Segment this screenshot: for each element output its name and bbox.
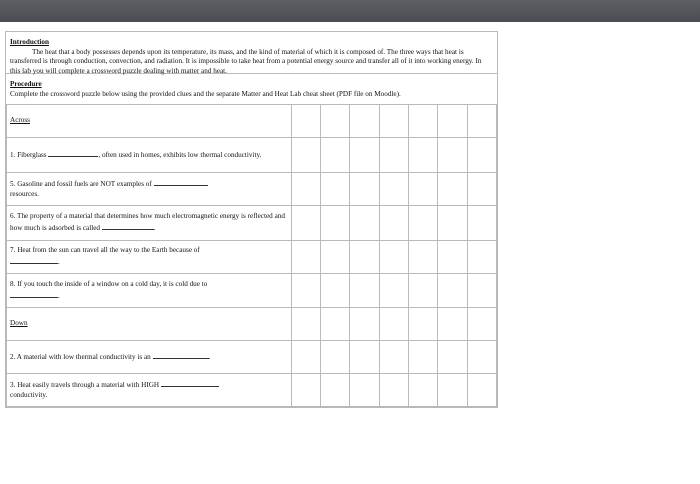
answer-blank	[154, 178, 208, 186]
table-row	[7, 374, 497, 407]
grid-cell[interactable]	[438, 241, 467, 274]
table-row	[7, 138, 497, 173]
grid-cell[interactable]	[350, 341, 379, 374]
answer-blank	[48, 149, 98, 157]
grid-cell[interactable]	[438, 341, 467, 374]
table-row	[7, 173, 497, 206]
grid-cell[interactable]	[350, 173, 379, 206]
grid-cell[interactable]	[438, 206, 467, 241]
grid-cell[interactable]	[467, 206, 496, 241]
grid-cell[interactable]	[467, 173, 496, 206]
introduction-text: The heat that a body possesses depends upon its temperature, its mass, and the kind of material of which it is composed of. The three ways that heat is transferred is through conduction, convection, and radiation. It is impossible to take heat from a potential energy source and transfer all of it into working energy. In this lab you will complete a crossword puzzle dealing with matter and heat.	[10, 47, 482, 75]
grid-cell[interactable]	[350, 274, 379, 308]
grid-cell[interactable]	[350, 241, 379, 274]
clue-across-6	[7, 206, 292, 241]
grid-cell[interactable]	[320, 274, 349, 308]
grid-cell[interactable]	[350, 308, 379, 341]
grid-cell[interactable]	[379, 308, 408, 341]
table-row	[7, 206, 497, 241]
grid-cell[interactable]	[408, 341, 437, 374]
grid-cell[interactable]	[320, 241, 349, 274]
grid-cell[interactable]	[438, 138, 467, 173]
grid-cell[interactable]	[467, 241, 496, 274]
table-row	[7, 308, 497, 341]
grid-cell[interactable]	[320, 105, 349, 138]
clue-text: 6. The property of a material that determines how much electromagnetic energy is reflected and how much is adsorbed is called	[10, 212, 285, 232]
grid-cell[interactable]	[379, 206, 408, 241]
grid-cell[interactable]	[379, 138, 408, 173]
clue-text: 1. Fiberglass	[10, 151, 47, 160]
clue-text: 8. If you touch the inside of a window on a cold day, it is cold due to	[10, 279, 208, 288]
introduction-heading: Introduction	[10, 38, 50, 46]
clue-down-2	[7, 341, 292, 374]
grid-cell[interactable]	[291, 138, 320, 173]
clue-text: 3. Heat easily travels through a material with HIGH	[10, 381, 160, 390]
grid-cell[interactable]	[350, 206, 379, 241]
clue-text: conductivity.	[10, 391, 48, 399]
grid-cell[interactable]	[291, 173, 320, 206]
down-heading: Down	[10, 319, 28, 328]
grid-cell[interactable]	[408, 241, 437, 274]
down-heading-cell	[7, 308, 292, 341]
procedure-heading: Procedure	[10, 80, 42, 88]
grid-cell[interactable]	[320, 374, 349, 407]
grid-cell[interactable]	[408, 105, 437, 138]
crossword-table	[6, 104, 497, 407]
table-row	[7, 341, 497, 374]
clue-across-1	[7, 138, 292, 173]
clue-text: , often used in homes, exhibits low thermal conductivity.	[98, 151, 262, 160]
grid-cell[interactable]	[291, 241, 320, 274]
clue-text: 5. Gasoline and fossil fuels are NOT examples of	[10, 180, 152, 189]
grid-cell[interactable]	[467, 374, 496, 407]
grid-cell[interactable]	[408, 274, 437, 308]
clue-text: .	[153, 224, 156, 232]
browser-top-bar	[0, 0, 700, 22]
grid-cell[interactable]	[408, 138, 437, 173]
clue-text: resources.	[10, 190, 39, 198]
clue-across-5	[7, 173, 292, 206]
grid-cell[interactable]	[320, 341, 349, 374]
grid-cell[interactable]	[379, 274, 408, 308]
grid-cell[interactable]	[379, 241, 408, 274]
grid-cell[interactable]	[291, 341, 320, 374]
grid-cell[interactable]	[438, 105, 467, 138]
table-row	[7, 274, 497, 308]
grid-cell[interactable]	[291, 374, 320, 407]
grid-cell[interactable]	[438, 308, 467, 341]
across-heading: Across	[10, 116, 30, 125]
grid-cell[interactable]	[467, 138, 496, 173]
across-heading-cell	[7, 105, 292, 138]
grid-cell[interactable]	[408, 173, 437, 206]
grid-cell[interactable]	[467, 308, 496, 341]
grid-cell[interactable]	[467, 105, 496, 138]
grid-cell[interactable]	[350, 374, 379, 407]
clue-text: .	[58, 291, 60, 300]
clue-text: 2. A material with low thermal conductivity is an	[10, 353, 151, 362]
grid-cell[interactable]	[320, 308, 349, 341]
grid-cell[interactable]	[350, 138, 379, 173]
grid-cell[interactable]	[320, 138, 349, 173]
grid-cell[interactable]	[438, 173, 467, 206]
table-row	[7, 105, 497, 138]
clue-text: .	[58, 258, 60, 266]
grid-cell[interactable]	[379, 173, 408, 206]
grid-cell[interactable]	[291, 308, 320, 341]
grid-cell[interactable]	[291, 105, 320, 138]
table-row	[7, 241, 497, 274]
grid-cell[interactable]	[408, 206, 437, 241]
grid-cell[interactable]	[467, 341, 496, 374]
grid-cell[interactable]	[320, 206, 349, 241]
answer-blank	[102, 222, 154, 230]
grid-cell[interactable]	[291, 274, 320, 308]
introduction-section	[6, 32, 497, 74]
grid-cell[interactable]	[408, 308, 437, 341]
answer-blank	[153, 351, 211, 362]
clue-down-3	[7, 374, 292, 407]
grid-cell[interactable]	[467, 274, 496, 308]
clue-text: 7. Heat from the sun can travel all the way to the Earth because of	[10, 246, 200, 255]
procedure-section	[6, 74, 497, 104]
grid-cell[interactable]	[379, 341, 408, 374]
grid-cell[interactable]	[320, 173, 349, 206]
procedure-text: Complete the crossword puzzle below using the provided clues and the separate Matter and Heat Lab cheat sheet (PDF file on Moodle).	[10, 89, 401, 98]
answer-blank	[10, 290, 58, 298]
answer-blank	[10, 256, 58, 264]
grid-cell[interactable]	[350, 105, 379, 138]
grid-cell[interactable]	[379, 105, 408, 138]
clue-text: .	[208, 353, 211, 362]
answer-blank	[161, 379, 219, 387]
lab-document	[5, 31, 498, 408]
grid-cell[interactable]	[438, 274, 467, 308]
grid-cell[interactable]	[291, 206, 320, 241]
clue-across-8	[7, 274, 292, 308]
clue-across-7	[7, 241, 292, 274]
grid-cell[interactable]	[408, 374, 437, 407]
grid-cell[interactable]	[379, 374, 408, 407]
grid-cell[interactable]	[438, 374, 467, 407]
